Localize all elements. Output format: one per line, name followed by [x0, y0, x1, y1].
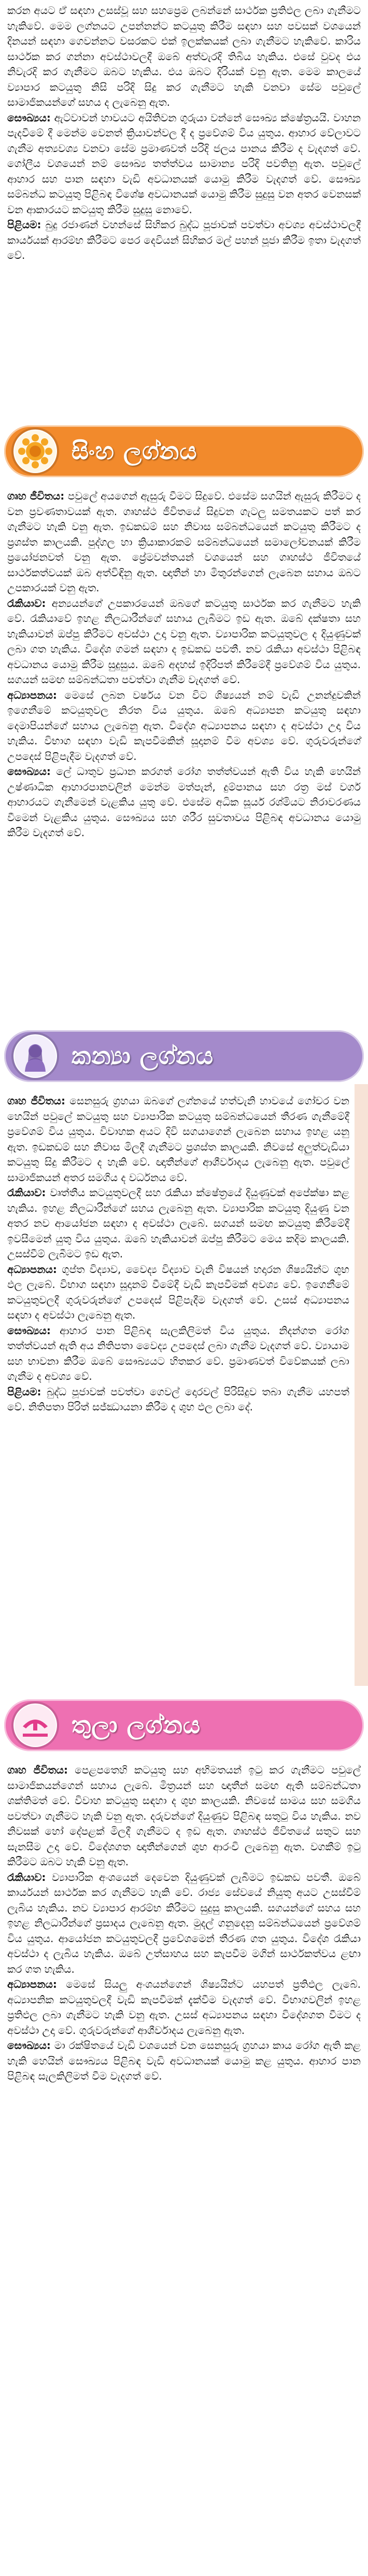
virgo-remedy-text: බුද්ධ පූජාවක් පවත්වා ගෙවල් දොරවල් පිරිසිදුව තබා ගැනීම යහපත් වේ. නිතිපතා පිරිත් සජ්ඣායනා කිරීම ද ශුභ ඵල ලබා දේ. [7, 1385, 349, 1413]
libra-home-heading: ගෘහ ජීවිතය: [7, 1764, 68, 1776]
virgo-health-paragraph [7, 1323, 349, 1384]
libra-section [0, 1758, 368, 2576]
virgo-sign-icon [13, 1034, 57, 1078]
virgo-health-heading: සෞඛ්‍යය: [7, 1324, 51, 1337]
leo-health-paragraph [7, 764, 361, 841]
leo-sign-icon [13, 430, 57, 473]
leo-health-text: ලේ ධාතුව ප්‍රධාන කරගත් රෝග තත්ත්වයන් ඇති විය හැකි හෙයින් උෂ්ණාධික ආහාරපානවලින් මෙන්ම මත්පැන්, දුම්පානය සහ රත්‍ර මස් වර්ග ආහාරයට ගැනීමෙන් වැළකිය යුතු වේ. එසේම අධික සූර්ය රශ්මියට නිරාවරණය වීමෙන් වැළකිය යුතුය. සෞඛ්‍යය සහ ශරීර සුවතාවය පිළිබඳ අවධානය යොමු කිරීම වැදගත් වේ. [7, 765, 361, 839]
virgo-banner [0, 1023, 368, 1089]
remedy-heading: පිළියම: [7, 218, 41, 231]
libra-job-heading: රැකියාව: [7, 1871, 46, 1883]
health-text: ඇට්වාවන් හාවයට අයිතිවන ගුරුයා වන්නේ සෞඛ්‍ය ක්ෂේත්‍රයයි. වාහන පැදවීමේ දී මෙන්ම වෙනත් ක්‍රියාවන්වල දී ද ප්‍රවේශම් විය යුතුය. ආහාර වේලාවට ගැනීම අත්‍යවශ්‍ය වනවා සේම ප්‍රමාණවත් පරිදි ජලය පානය කිරීම ද වැදගත් වේ. ගෝලීය වශයෙන් නම් සෞඛ්‍ය තත්ත්වය සාමාන්‍ය පරිදි පවතිනු ඇත. පවුලේ ආහාර සහ පාන සඳහා වැඩි අවධානයක් යොමු කිරීම වැදගත් වේ. සෞඛ්‍ය සම්බන්ධ කටයුතු පිළිබඳ විශේෂ අවධානයක් යොමු කිරීම සුදුසු වන අතර වෙනසක් වන ආකාරයට කටයුතු කිරීම සුදුසු නොවේ. [7, 111, 361, 216]
virgo-job-paragraph [7, 1185, 349, 1262]
libra-home-text: පෙළපතෙහි කටයුතු සහ අභිමතයන් ඉටු කර ගැනීමට පවුලේ සාමාජිකයන්ගෙන් සහාය ලැබේ. මිත්‍රයන් සහ ඥාතීන් සමඟ ඇති සම්බන්ධතා ශක්තිමත් වේ. විවාහ කටයුතු සඳහා ද ශුභ කාලයකි. නිවසේ සාමය සහ සමගිය පවත්වා ගැනීමට හැකි වනු ඇත. දරුවන්ගේ දියුණුව පිළිබඳ සතුටු විය හැකිය. නව නිවසක් හෝ දේපළක් මිලදී ගැනීමට ද ඉඩ ඇත. ගෘහස්ථ ජීවිතයේ සතුට සහ සැනසීම උදා වේ. විදේශගත ඥාතීන්ගෙන් ශුභ ආරංචි ලැබෙනු ඇත. වගකීම් ඉටු කිරීමට ඔබට හැකි වනු ඇත. [7, 1764, 361, 1868]
leo-education-heading: අධ්‍යාපනය: [7, 688, 57, 701]
leo-health-heading: සෞඛ්‍යය: [7, 765, 51, 778]
libra-job-text: ව්‍යාපාරික අංශයෙන් දෙවෙන දියුණුවක් ලැබීමට ඉඩකඩ පවතී. ඔබේ කාර්යයන් සාර්ථක කර ගැනීමට හැකි වේ. රාජ්‍ය සේවයේ නියුතු අයට උසස්වීම් ලැබිය හැකිය. නව ව්‍යාපාර ආරම්භ කිරීමට සුදුසු කාලයකි. සගයන්ගේ සහය සහ ඉහළ නිලධාරීන්ගේ ප්‍රසාදය ලැබෙනු ඇත. මුදල් ගනුදෙනු සම්බන්ධයෙන් ප්‍රවේශම් විය යුතුය. ආයෝජන කටයුතුවලදී ප්‍රවේශමෙන් තීරණ ගත යුතුය. විදේශ රැකියා අවස්ථා ද ලැබිය හැකිය. ඔබේ උත්සාහය සහ කැපවීම මගින් සාර්ථකත්වය ළඟා කර ගත හැකිය. [7, 1871, 361, 1975]
libra-banner [0, 1692, 368, 1758]
intro-paragraph: කරන අයට ඒ සඳහා උසස්වූ සහ සහප්‍රෙම ලබන්නේ සාර්ථක ප්‍රතිඵල ලබා ගැනීමට හැකිවේ. මෙම ලග්නයට උපන්නන්ට කටයුතු කිරීම සඳහා සහ පවසක් වශයෙන් දිනයන් සඳහා ගෙවන්නට වසරකට එක් ඉලක්කයක් ලබා ගැනීමට හැකිවේ. කාරිය සාර්ථක කර ගන්නා අවස්ථාවලදී ඔබේ අත්වැරදි තිබිය හැකිය. එසේ වුවද එය නිවැරදි කර ගැනීමට ඔබට හැකිය. එය ඔබට දිරියක් වනු ඇත. මෙම කාලයේ ව්‍යාපාර කටයුතු නිසි පරිදි සිදු කර ගැනීමට හැකි වනවා සේම පවුලේ සාමාජිකයන්ගේ සහය ද ලැබෙනු ඇත. [7, 4, 361, 108]
virgo-health-text: ආහාර පාන පිළිබඳ සැලකිලිමත් විය යුතුය. නිදන්ගත රෝග තත්ත්වයන් ඇති අය නිතිපතා වෛද්‍ය උපදෙස් ලබා ගැනීම වැදගත් වේ. ව්‍යායාම සහ භාවනා කිරීම ඔබේ සෞඛ්‍යයට හිතකර වේ. ප්‍රමාණවත් විවේකයක් ලබා ගැනීම ද අවශ්‍ය වේ. [7, 1324, 349, 1382]
libra-education-text: මෙසේ සියලු අංශයන්ගෙන් ශිෂ්‍යයින්ට යහපත් ප්‍රතිඵල ලැබේ. අධ්‍යාපනික කටයුතුවලදී වැඩි කැපවීමක් දැක්වීම වැදගත් වේ. විභාගවලින් ඉහළ ප්‍රතිඵල ලබා ගැනීමට හැකි වනු ඇත. උසස් අධ්‍යාපනය සඳහා විදේශගත වීමට ද අවස්ථා උදා වේ. ගුරුවරුන්ගේ ආශීර්වාදය ලැබෙනු ඇත. [7, 1978, 361, 2037]
virgo-title: කන්‍යා ලග්නය [72, 1042, 214, 1070]
libra-education-paragraph [7, 1977, 361, 2038]
virgo-remedy-heading: පිළියම: [7, 1385, 41, 1398]
virgo-home-text: සෙනසුරු ග්‍රහයා ඔබගේ ලග්නයේ හත්වැනි හාවයේ ගෝචර වන හෙයින් පවුලේ කටයුතු සහ ව්‍යාපාරික කටයුතු සම්බන්ධයෙන් තීරණ ගැනීමේදී ප්‍රවේශම් විය යුතුය. විවාහක අයට දිවි සගයාගෙන් ලැබෙන සහාය ඉහළ යනු ඇත. ඉඩකඩම් සහ නිවාස මිලදී ගැනීමට ප්‍රශස්ත කාලයකි. නිවසේ අලුත්වැඩියා කටයුතු සිදු කිරීමට ද හැකි වේ. ඥාතීන්ගේ ආශීර්වාදය ලැබෙනු ඇත. පවුලේ සාමාජිකයන් අතර සමගිය ද වර්ධනය වේ. [7, 1095, 350, 1184]
libra-job-paragraph [7, 1870, 361, 1977]
leo-title: සිංහ ලග්නය [72, 437, 197, 465]
leo-home-heading: ගෘහ ජීවිතය: [7, 490, 65, 502]
remedy-text: බුදු රජාණන් වහන්සේ සිහිකර බුද්ධ පූජාවක් පවත්වා අවශ්‍ය අවස්ථාවලදී කාර්යයක් ආරම්භ කිරීමට පෙර දෙවියන් සිහිකර මල් පහන් පූජා කිරීම ඉතා වැදගත් වේ. [7, 218, 361, 261]
leo-job-heading: රැකියාව: [7, 597, 46, 610]
leo-section [0, 484, 368, 1021]
libra-education-heading: අධ්‍යාපනය: [7, 1978, 57, 1990]
virgo-remedy-paragraph [7, 1384, 349, 1415]
leo-banner [0, 418, 368, 484]
libra-health-text: මා රක්ෂිතයේ වැඩි වශයෙන් වන සෙනසුරු ග්‍රහයා කාය රෝග ඇති කළ හැකි හෙයින් සෞඛ්‍යය පිළිබඳ වැඩි අවධානයක් යොමු කළ යුතුය. ආහාර පාන පිළිබඳ සැලකිලිමත් වීම වැදගත් වේ. [7, 2039, 361, 2082]
virgo-job-heading: රැකියාව: [7, 1186, 46, 1199]
intro-health-paragraph [7, 110, 361, 218]
virgo-education-text: ගුප්ත විද්‍යාව, වෛද්‍ය විද්‍යාව වැනි විෂයන් හදාරන ශිෂ්‍යයින්ට ශුභ ඵල ලැබේ. විභාග සඳහා සූදානම් වීමේදී වැඩි කැපවීමක් අවශ්‍ය වේ. ඉගෙනීමේ කටයුතුවලදී ගුරුවරුන්ගේ උපදෙස් පිළිපැදීම වැදගත් වේ. උසස් අධ්‍යාපනය සඳහා ද අවස්ථා ලැබෙනු ඇත. [7, 1263, 349, 1321]
health-heading: සෞඛ්‍යය: [7, 111, 51, 124]
intro-remedy-paragraph [7, 217, 361, 264]
virgo-section [0, 1089, 368, 1689]
virgo-education-heading: අධ්‍යාපනය: [7, 1263, 57, 1276]
leo-home-text: පවුලේ අයගෙන් ඇසුරු වීමට සිදුවේ. එසේම සගයින් ඇසුරු කිරීමට ද වන ප්‍රවණතාවයක් ඇත. ගෘහස්ථ ජීවිතයේ සිදුවන ගැටලු සමතයකට පත් කර ගැනීමට හැකි වනු ඇත. ඉඩකඩම් සහ නිවාස සම්බන්ධයෙන් කටයුතු කිරීමට ද ප්‍රශස්ත කාලයකි. පුද්ගල හා ක්‍රියාකාරකම් සම්බන්ධයෙන් සමාලෝචනයක් කිරීම ප්‍රයෝජනවත් වනු ඇත. ප්‍රේමවන්තයන් වශයෙන් සහ ගෘහස්ථ ජීවිතයේ සාර්ථකත්වයක් ඔබ අත්විඳිනු ඇත. ඥාතීන් හා මිතුරන්ගෙන් ලැබෙන සහාය ඔබට උපකාරයක් වනු ඇත. [7, 490, 361, 594]
virgo-education-paragraph [7, 1262, 349, 1323]
intro-section [0, 0, 368, 415]
libra-title: තුලා ලග්නය [72, 1711, 201, 1739]
virgo-home-paragraph [7, 1093, 349, 1185]
libra-health-paragraph [7, 2038, 361, 2084]
virgo-home-heading: ගෘහ ජීවිතය: [7, 1095, 66, 1107]
leo-job-text: අන්‍යයන්ගේ උපකාරයෙන් ඔබගේ කටයුතු සාර්ථක කර ගැනීමට හැකි වේ. රැකියාවේ ඉහළ නිලධාරීන්ගේ සහාය ලැබීමට ඉඩ ඇත. ඔබේ දක්ෂතා සහ හැකියාවන් ඔප්පු කිරීමට අවස්ථා උදා වනු ඇත. ව්‍යාපාරික කටයුතුවල ද දියුණුවක් ලබා ගත හැකිය. විදේශ ගමන් සඳහා ද ඉඩකඩ පවතී. නව රැකියා අවස්ථා පිළිබඳ අවධානය යොමු කිරීම සුදුසුය. ඔබේ අදහස් ඉදිරිපත් කිරීමේදී ප්‍රවේශම් විය යුතුය. සගයන් සමඟ සම්බන්ධතා පවත්වා ගැනීම වැදගත් වේ. [7, 597, 361, 686]
leo-job-paragraph [7, 596, 361, 688]
leo-education-text: මෙසේ ලබන වර්ෂය වන විට ශිෂ්‍යයන් නම් වැඩි උනන්දුවකින් ඉගෙනීමේ කටයුතුවල නිරත විය යුතුය. ඔබේ අධ්‍යාපන කටයුතු සඳහා දෙමාපියන්ගේ සහාය ලැබෙනු ඇත. විදේශ අධ්‍යාපනය සඳහා ද අවස්ථා උදා විය හැකිය. විභාග සඳහා වැඩි කැපවීමකින් සූදානම් වීම අවශ්‍ය වේ. ගුරුවරුන්ගේ උපදෙස් පිළිපැදීම වැදගත් වේ. [7, 688, 361, 763]
leo-home-paragraph [7, 489, 361, 596]
leo-education-paragraph [7, 688, 361, 765]
libra-home-paragraph [7, 1763, 361, 1870]
libra-health-heading: සෞඛ්‍යය: [7, 2039, 51, 2052]
libra-sign-icon [13, 1704, 57, 1747]
virgo-job-text: වෘත්තීය කටයුතුවලදී සහ රැකියා ක්ෂේත්‍රයේ දියුණුවක් අපේක්ෂා කළ හැකිය. ඉහළ නිලධාරීන්ගේ සහය ලැබෙනු ඇත. ව්‍යාපාරික කටයුතු දියුණු වන අතර නව ආයෝජන සඳහා ද අවස්ථා ලැබේ. සගයන් සමඟ කටයුතු කිරීමේදී ඉවසීමෙන් යුතු විය යුතුය. ඔබේ හැකියාවන් ඔප්පු කිරීමට මෙය කදිම කාලයකි. උසස්වීම් ලැබීමට ඉඩ ඇත. [7, 1186, 349, 1260]
